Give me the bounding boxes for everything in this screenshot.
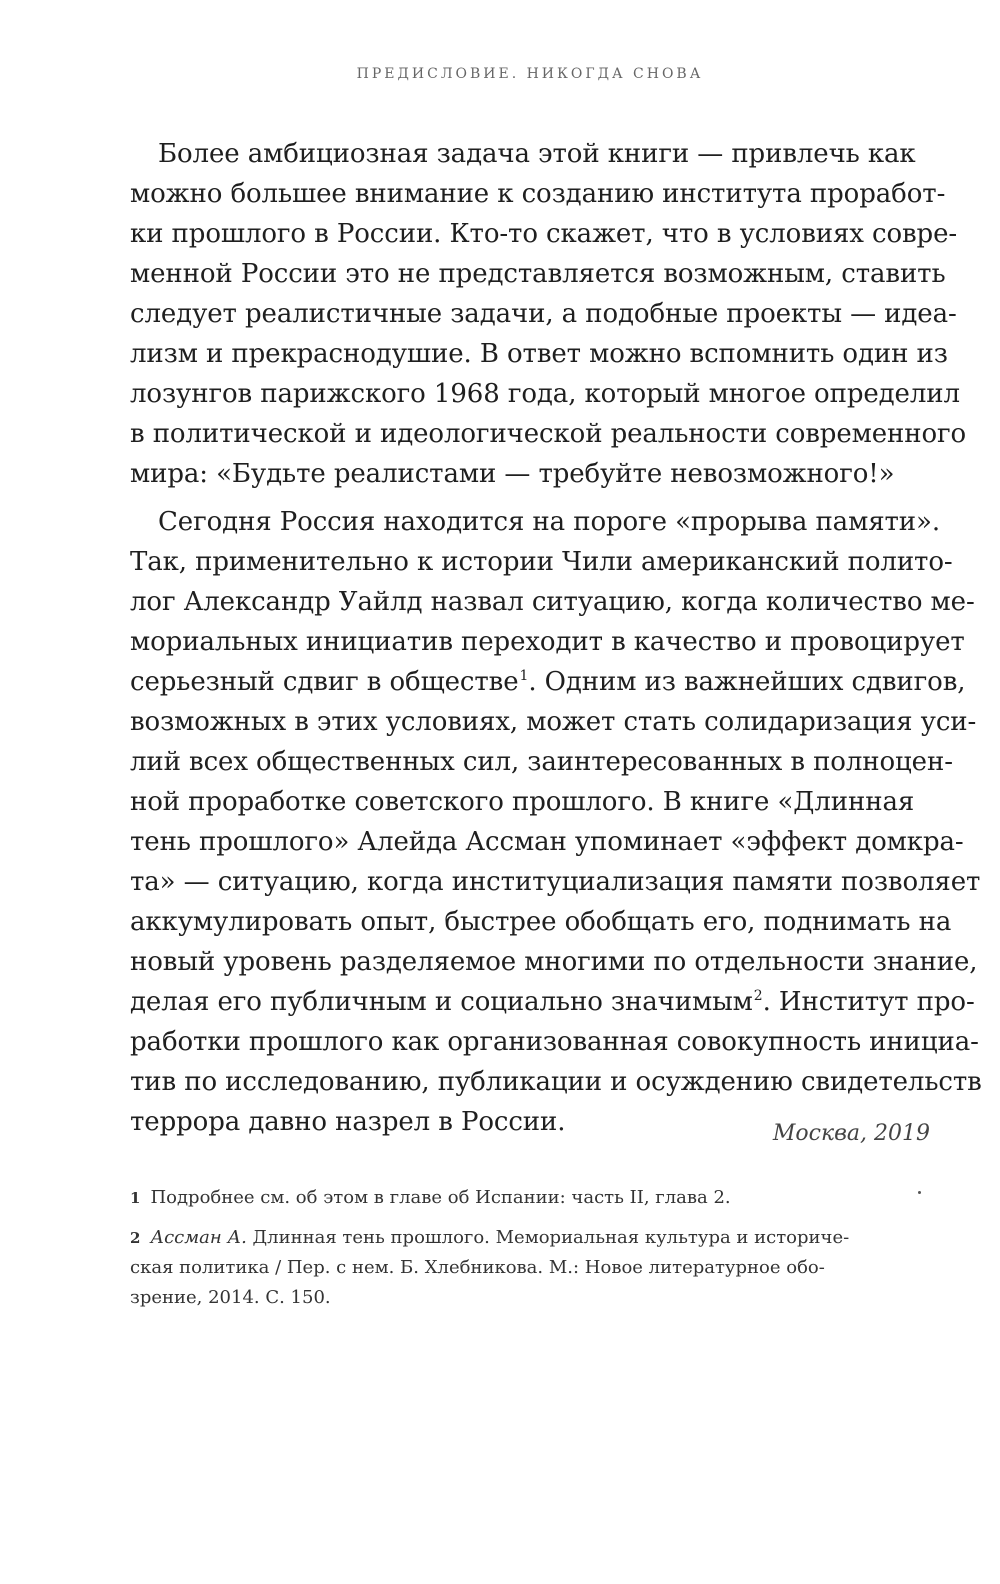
text-line: Сегодня Россия находится на пороге «прорыва памяти». bbox=[158, 507, 940, 537]
footnote-text: Длинная тень прошлого. Мемориальная культура и историче- bbox=[246, 1227, 850, 1248]
text-line: мориальных инициатив переходит в качество и провоцирует bbox=[130, 627, 965, 657]
text-line: лий всех общественных сил, заинтересованных в полноцен- bbox=[130, 747, 953, 777]
text-line: мира: «Будьте реалистами — требуйте невозможного!» bbox=[130, 459, 895, 489]
text-line: работки прошлого как организованная совокупность инициа- bbox=[130, 1027, 979, 1057]
footnote-ref-2[interactable]: 2 bbox=[753, 988, 763, 1005]
text-line: в политической и идеологической реальности современного bbox=[130, 419, 967, 449]
running-head: ПРЕДИСЛОВИЕ. НИКОГДА СНОВА bbox=[356, 66, 704, 82]
text-line: лог Александр Уайлд назвал ситуацию, когда количество ме- bbox=[130, 587, 975, 617]
footnotes bbox=[130, 1183, 930, 1313]
text-line bbox=[130, 982, 975, 1022]
text-line: возможных в этих условиях, может стать солидаризация уси- bbox=[130, 707, 977, 737]
text-line: менной России это не представляется возможным, ставить bbox=[130, 259, 946, 289]
footnote-number: 1 bbox=[130, 1189, 141, 1207]
text-line: тив по исследованию, публикации и осуждению свидетельств bbox=[130, 1067, 982, 1097]
text-line: можно большее внимание к созданию института проработ- bbox=[130, 179, 946, 209]
text-segment: . Одним из важнейших сдвигов, bbox=[528, 667, 966, 697]
text-line bbox=[130, 662, 966, 702]
text-segment: . Институт про- bbox=[762, 987, 975, 1017]
footnote-1 bbox=[130, 1183, 930, 1213]
text-line: Более амбициозная задача этой книги — привлечь как bbox=[158, 139, 916, 169]
text-line: ки прошлого в России. Кто-то скажет, что в условиях совре- bbox=[130, 219, 958, 249]
footnote-text: Подробнее см. об этом в главе об Испании: часть II, глава 2. bbox=[150, 1187, 731, 1208]
print-speck bbox=[918, 1191, 921, 1194]
footnote-2 bbox=[130, 1223, 930, 1253]
signature-place-date: Москва, 2019 bbox=[772, 1121, 930, 1146]
footnote-number: 2 bbox=[130, 1229, 141, 1247]
text-line: лозунгов парижского 1968 года, который многое определил bbox=[130, 379, 960, 409]
text-line: Так, применительно к истории Чили американский полито- bbox=[130, 547, 953, 577]
text-line: та» — ситуацию, когда институциализация памяти позволяет bbox=[130, 867, 981, 897]
text-line: террора давно назрел в России. bbox=[130, 1107, 566, 1137]
body-text bbox=[130, 134, 982, 1142]
text-line: ной проработке советского прошлого. В книге «Длинная bbox=[130, 787, 915, 817]
footnote-ref-1[interactable]: 1 bbox=[519, 668, 529, 685]
text-line: следует реалистичные задачи, а подобные проекты — идеа- bbox=[130, 299, 957, 329]
footnote-2-continued: ская политика / Пер. с нем. Б. Хлебникова. М.: Новое литературное обо- bbox=[130, 1257, 825, 1278]
text-line: аккумулировать опыт, быстрее обобщать его, поднимать на bbox=[130, 907, 952, 937]
text-segment: серьезный сдвиг в обществе bbox=[130, 667, 519, 697]
text-line: новый уровень разделяемое многими по отдельности знание, bbox=[130, 947, 978, 977]
footnote-author: Ассман А. bbox=[150, 1227, 247, 1248]
text-line: тень прошлого» Алейда Ассман упоминает «эффект домкра- bbox=[130, 827, 964, 857]
text-line: лизм и прекраснодушие. В ответ можно вспомнить один из bbox=[130, 339, 948, 369]
text-segment: делая его публичным и социально значимым bbox=[130, 987, 753, 1017]
footnote-2-continued: зрение, 2014. С. 150. bbox=[130, 1287, 331, 1308]
